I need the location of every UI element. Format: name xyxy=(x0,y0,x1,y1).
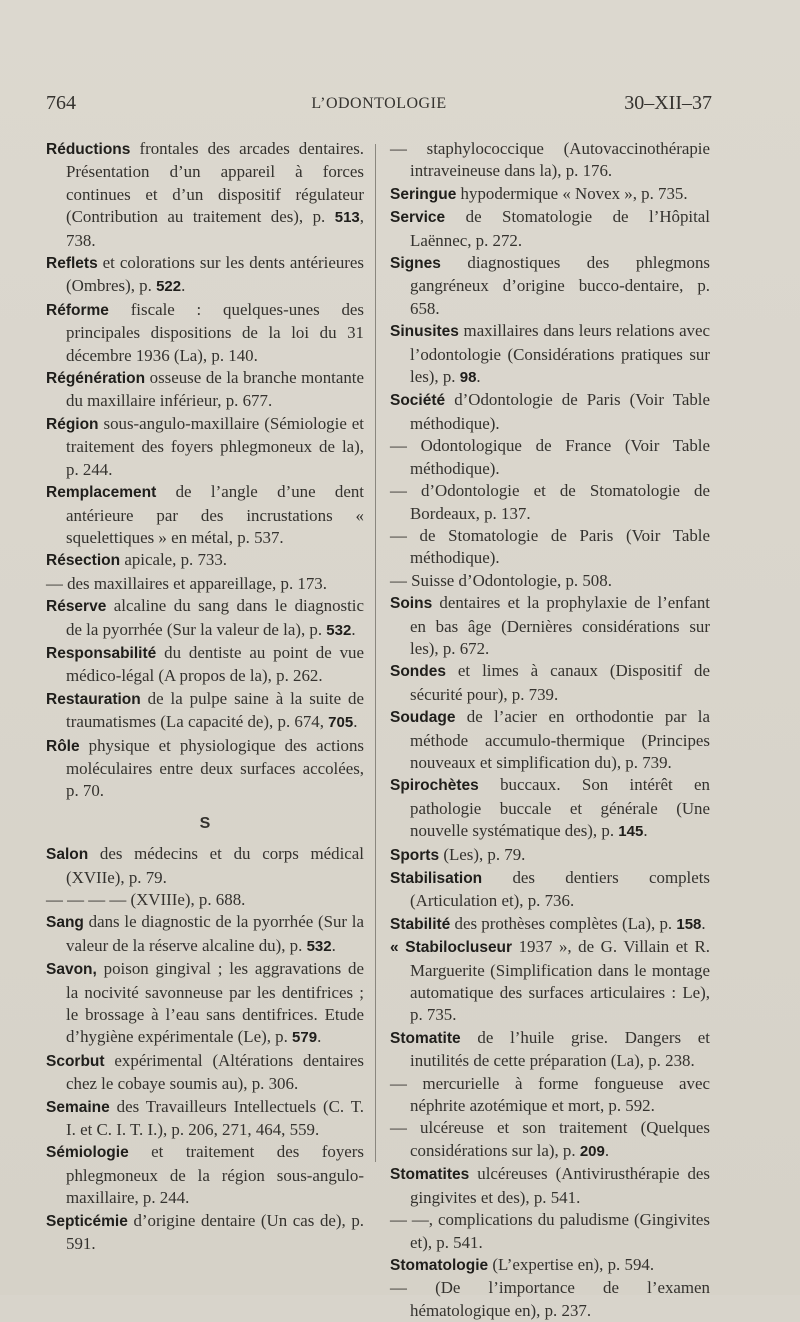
index-text: de la pulpe saine à la suite de traumatismes (La capacité de), p. 674, xyxy=(66,688,364,732)
index-entry xyxy=(46,889,364,911)
index-text: — d’Odontologie et de Stomatologie de Bordeaux, p. 137. xyxy=(390,481,710,523)
index-entry xyxy=(390,592,710,660)
index-entry xyxy=(390,1277,710,1322)
index-entry xyxy=(390,435,710,480)
index-text: maxillaires dans leurs relations avec l’odontologie (Considérations pratiques sur les), p. xyxy=(410,321,710,387)
index-term: Société xyxy=(390,392,446,410)
index-text: — staphylococcique (Autovaccinothérapie intraveineuse dans la), p. 176. xyxy=(390,139,710,181)
index-term: Soins xyxy=(390,595,433,613)
index-term: Savon, xyxy=(46,961,97,979)
index-entry xyxy=(390,1073,710,1118)
index-text-tail: . xyxy=(476,367,481,387)
index-text-tail: . xyxy=(643,821,648,841)
bold-page-ref: 209 xyxy=(579,1142,605,1160)
index-term: Résection xyxy=(46,552,121,570)
index-term: Rôle xyxy=(46,737,80,755)
index-term: Sang xyxy=(46,914,84,932)
index-text: — Suisse d’Odontologie, p. 508. xyxy=(390,570,612,590)
index-term: Septicémie xyxy=(46,1212,128,1230)
index-text: osseuse de la branche montante du maxillaire inférieur, p. 677. xyxy=(66,368,364,411)
index-entry xyxy=(390,1117,710,1163)
index-term: Réductions xyxy=(46,141,131,158)
index-entry xyxy=(390,570,710,592)
index-term: « Stabilocluseur xyxy=(390,939,513,957)
index-entry xyxy=(390,1027,710,1073)
right-column xyxy=(390,138,710,1322)
index-text: fiscale : quelques-unes des principales dispositions de la loi du 31 décembre 1936 (La), p. 140. xyxy=(66,299,364,365)
index-entry xyxy=(390,252,710,320)
bold-page-ref: 579 xyxy=(292,1029,318,1047)
index-entry xyxy=(46,595,364,642)
bold-page-ref: 705 xyxy=(328,714,354,732)
index-text: dentaires et la prophylaxie de l’enfant en bas âge (Dernières considérations sur les), p. 672. xyxy=(410,593,710,658)
index-term: Signes xyxy=(390,255,441,273)
index-text: apicale, p. 733. xyxy=(120,550,228,570)
index-entry xyxy=(46,573,364,595)
index-text: des médecins et du corps médical (XVIIe), p. 79. xyxy=(66,844,364,887)
index-entry xyxy=(46,735,364,803)
index-term: Stabilisation xyxy=(390,870,483,887)
bold-page-ref: 513 xyxy=(334,209,360,227)
index-text: et limes à canaux (Dispositif de sécurité pour), p. 739. xyxy=(410,661,710,704)
index-term: Stomatite xyxy=(390,1029,461,1047)
index-text: — — — — (XVIIIe), p. 688. xyxy=(46,890,246,909)
index-entry xyxy=(390,1163,710,1209)
index-text-tail: . xyxy=(353,712,358,732)
index-text: de l’huile grise. Dangers et inutilités de cette préparation (La), p. 238. xyxy=(410,1027,710,1071)
index-entry xyxy=(46,549,364,572)
index-text-tail: . xyxy=(701,913,706,933)
index-text: poison gingival ; les aggravations de la nocivité savonneuse par les dentifrices ; le brossage à l’eau sans dentifrices. Etude d’hygiène expérimentale (Le), p. xyxy=(66,959,364,1047)
column-divider xyxy=(375,144,376,1162)
index-entry xyxy=(390,206,710,252)
left-column xyxy=(46,138,364,1256)
index-text: des dentiers complets (Articulation et), p. 736. xyxy=(410,868,710,911)
index-text: expérimental (Altérations dentaires chez le cobaye soumis au), p. 306. xyxy=(66,1050,364,1094)
index-text-tail: . xyxy=(604,1140,610,1160)
index-text: — Odontologique de France (Voir Table méthodique). xyxy=(390,436,710,478)
index-text: des Travailleurs Intellectuels (C. T. I. et C. I. T. I.), p. 206, 271, 464, 559. xyxy=(66,1096,364,1140)
index-term: Spirochètes xyxy=(390,777,479,795)
index-text: — ulcéreuse et son traitement (Quelques considérations sur la), p. xyxy=(390,1118,710,1160)
index-term: Seringue xyxy=(390,185,457,203)
index-entry xyxy=(46,252,364,299)
page-number: 764 xyxy=(46,92,76,114)
index-text: et colorations sur les dents antérieures (Ombres), p. xyxy=(66,253,364,296)
index-entry xyxy=(46,1141,364,1209)
index-term: Sondes xyxy=(390,663,446,681)
index-term: Sinusites xyxy=(390,323,459,341)
index-text: du dentiste au point de vue médico-légal (A propos de la), p. 262. xyxy=(66,642,364,686)
index-term: Service xyxy=(390,209,446,227)
index-entry xyxy=(390,480,710,525)
index-entry xyxy=(46,413,364,481)
index-term: Responsabilité xyxy=(46,644,157,662)
index-term: Stomatologie xyxy=(390,1256,489,1274)
index-text: buccaux. Son intérêt en pathologie buccale et générale (Une nouvelle systématique des), p. xyxy=(410,775,710,841)
index-term: Restauration xyxy=(46,690,141,708)
index-text-tail: . xyxy=(181,276,186,296)
index-entry xyxy=(390,525,710,570)
index-entry xyxy=(390,1254,710,1277)
index-entry xyxy=(46,138,364,252)
index-term: Semaine xyxy=(46,1098,110,1116)
index-text-tail: . xyxy=(351,619,356,639)
index-text: des prothèses complètes (La), p. xyxy=(450,913,677,933)
index-entry xyxy=(390,320,710,389)
index-entry xyxy=(46,1210,364,1256)
index-term: Réserve xyxy=(46,598,107,616)
index-entry xyxy=(46,688,364,735)
index-text: (Les), p. 79. xyxy=(439,844,526,864)
index-entry xyxy=(390,844,710,867)
index-text: de l’acier en orthodontie par la méthode accumulo-thermique (Principes nouveaux et simplification du), p. 739. xyxy=(410,707,710,772)
index-entry xyxy=(46,1050,364,1096)
running-header xyxy=(46,92,712,120)
index-text: (L’expertise en), p. 594. xyxy=(488,1254,655,1274)
index-text: d’Odontologie de Paris (Voir Table méthodique). xyxy=(410,390,710,433)
index-text: ulcéreuses (Antivirusthérapie des gingivites et des), p. 541. xyxy=(410,1164,710,1207)
index-text: alcaline du sang dans le diagnostic de la pyorrhée (Sur la valeur de la), p. xyxy=(66,596,364,639)
index-entry xyxy=(390,706,710,774)
index-term: Sports xyxy=(390,846,440,864)
index-text: — des maxillaires et appareillage, p. 173. xyxy=(46,573,327,593)
index-entry xyxy=(390,183,710,206)
index-text: de l’angle d’une dent antérieure par des incrustations « squelettiques » en métal, p. 537. xyxy=(66,482,364,547)
index-term: Reflets xyxy=(46,255,98,273)
bold-page-ref: 145 xyxy=(618,823,644,841)
index-entry xyxy=(390,660,710,706)
index-entry xyxy=(390,936,710,1027)
index-text-tail: , 738. xyxy=(66,207,364,250)
bold-page-ref: 532 xyxy=(326,621,352,639)
index-text: sous-angulo-maxillaire (Sémiologie et traitement des foyers phlegmoneux de la), p. 244. xyxy=(66,413,364,479)
index-entry xyxy=(46,481,364,549)
index-text: physique et physiologique des actions moléculaires entre deux surfaces accolées, p. 70. xyxy=(66,735,364,801)
bold-page-ref: 158 xyxy=(676,915,702,933)
index-entry xyxy=(390,913,710,936)
index-text: d’origine dentaire (Un cas de), p. 591. xyxy=(66,1210,364,1254)
index-entry xyxy=(46,642,364,688)
section-letter: S xyxy=(199,814,211,832)
index-text: de Stomatologie de l’Hôpital Laënnec, p. 272. xyxy=(410,207,710,250)
index-text: 1937 », de G. Villain et R. Marguerite (Simplification dans le montage automatique des surfaces articulaires : Le), p. 735. xyxy=(410,937,710,1025)
index-text: hypodermique « Novex », p. 735. xyxy=(456,183,688,203)
index-term: Stabilité xyxy=(390,915,451,933)
index-entry xyxy=(46,843,364,889)
index-entry xyxy=(390,774,710,843)
index-term: Salon xyxy=(46,846,89,864)
index-text: dans le diagnostic de la pyorrhée (Sur la valeur de la réserve alcaline du), p. xyxy=(66,912,364,955)
issue-date: 30–XII–37 xyxy=(624,92,712,114)
index-text: — mercurielle à forme fongueuse avec néphrite azotémique et mort, p. 592. xyxy=(390,1073,710,1116)
index-entry xyxy=(390,1209,710,1254)
index-text: frontales des arcades dentaires. Présentation d’un appareil à forces continues et d’un dispositif régulateur (Contribution au traitement des), p. xyxy=(66,139,364,227)
index-text: — de Stomatologie de Paris (Voir Table méthodique). xyxy=(390,525,710,568)
bold-page-ref: 98 xyxy=(459,369,477,387)
index-entry xyxy=(390,138,710,183)
index-term: Soudage xyxy=(390,709,456,727)
index-entry xyxy=(46,958,364,1050)
index-entry xyxy=(46,367,364,413)
index-entry xyxy=(46,911,364,958)
journal-title: L’ODONTOLOGIE xyxy=(311,95,447,112)
index-term: Sémiologie xyxy=(46,1144,129,1162)
index-text-tail: . xyxy=(331,935,336,955)
bold-page-ref: 522 xyxy=(156,278,182,296)
index-term: Stomatites xyxy=(390,1166,470,1184)
index-text: diagnostiques des phlegmons gangréneux d’origine bucco-dentaire, p. 658. xyxy=(410,253,710,318)
index-entry xyxy=(46,1096,364,1142)
index-entry xyxy=(46,299,364,367)
index-text: et traitement des foyers phlegmoneux de la région sous-angulo-maxillaire, p. 244. xyxy=(66,1142,364,1208)
index-entry xyxy=(390,389,710,435)
index-text: — —, complications du paludisme (Gingivites et), p. 541. xyxy=(390,1210,710,1252)
index-term: Régénération xyxy=(46,370,146,388)
index-term: Remplacement xyxy=(46,484,157,502)
index-entry xyxy=(390,867,710,913)
index-term: Réforme xyxy=(46,301,109,319)
bold-page-ref: 532 xyxy=(306,937,332,955)
index-term: Scorbut xyxy=(46,1052,105,1070)
index-text-tail: . xyxy=(317,1027,322,1047)
index-text: — (De l’importance de l’examen hématologique en), p. 237. xyxy=(390,1278,710,1320)
index-term: Région xyxy=(46,415,99,433)
